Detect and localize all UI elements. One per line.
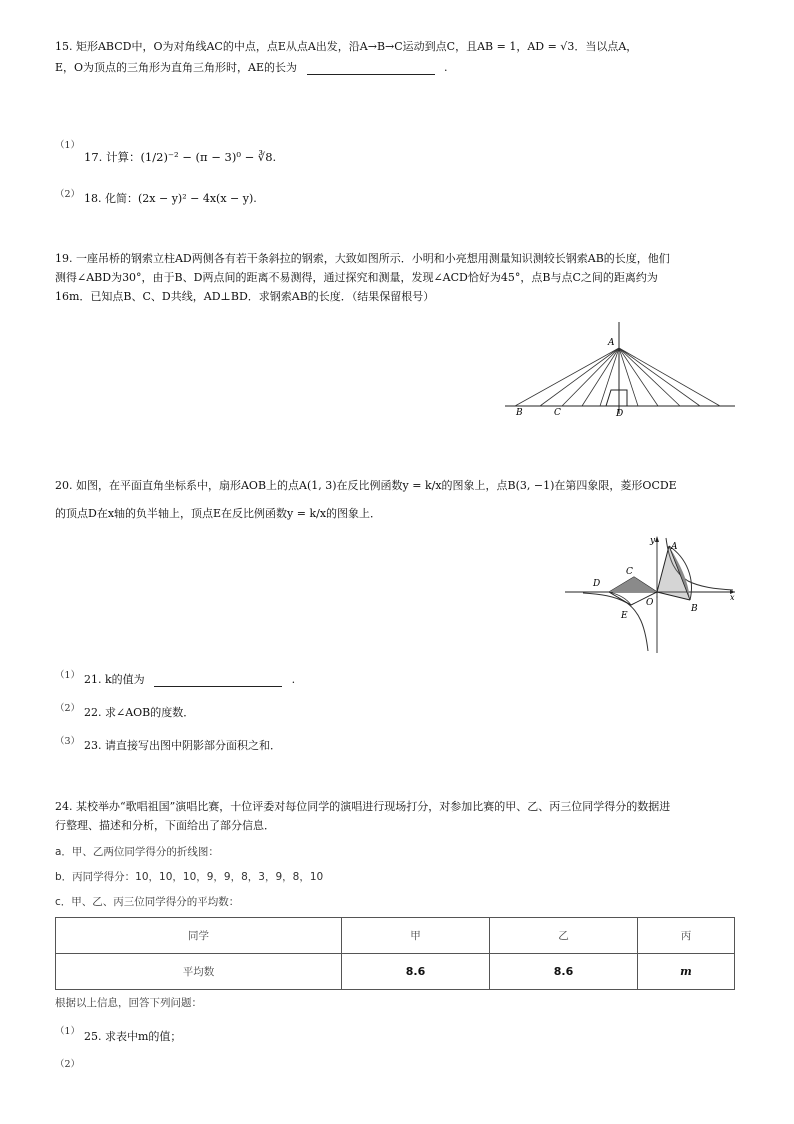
q23-text: 23. 请直接写出图中阴影部分面积之和．	[84, 739, 281, 752]
q19-line1: 19. 一座吊桥的钢索立柱AD两侧各有若干条斜拉的钢索，大致如图所示．小明和小亮想用测量知识测较长钢索AB的长度，他们	[55, 252, 670, 265]
q19-label-c: C	[554, 408, 561, 418]
q19-bridge-figure	[500, 318, 740, 420]
q19-line2: 测得∠ABD为30°，由于B、D两点间的距离不易测得，通过探究和测量，发现∠ACD恰好为45°，点B与点C之间的距离约为	[55, 271, 658, 284]
q19-label-d: D	[616, 409, 624, 419]
q24-info-c: c．甲、乙、丙三位同学得分的平均数：	[55, 896, 240, 908]
q15-line2-text: E，O为顶点的三角形为直角三角形时，AE的长为	[55, 61, 298, 74]
q20-label-y: y	[650, 536, 656, 546]
q17-subnum: （1）	[55, 140, 81, 151]
q21-subnum: （1）	[55, 670, 81, 681]
q20-line2: 的顶点D在x轴的负半轴上，顶点E在反比例函数y = k/x的图象上．	[55, 507, 382, 520]
q24-info-a: a．甲、乙两位同学得分的折线图：	[55, 846, 219, 858]
q26-subnum: （2）	[55, 1059, 81, 1070]
bridge-cable	[619, 348, 700, 406]
q15-line2	[55, 61, 448, 75]
q18-text: 18. 化简：(2x − y)² − 4x(x − y).	[84, 192, 257, 205]
q15-line2-end: .	[444, 61, 448, 74]
table-cell: m	[638, 954, 735, 990]
q20-label-o: O	[646, 598, 654, 608]
q21-line	[84, 673, 295, 687]
q19-label-a: A	[608, 338, 615, 348]
q24-info-b: b．丙同学得分：10，10，10，9，9，8，3，9，8，10	[55, 871, 324, 883]
q20-label-b: B	[691, 604, 698, 614]
table-cell: 8.6	[342, 954, 490, 990]
table-header-cell: 乙	[490, 918, 638, 954]
q24-line1: 24. 某校举办“歌唱祖国”演唱比赛，十位评委对每位同学的演唱进行现场打分，对参加比赛的甲、乙、丙三位同学得分的数据进	[55, 800, 671, 813]
bridge-cable	[582, 348, 619, 406]
q24-after: 根据以上信息，回答下列问题：	[55, 997, 202, 1009]
q24-line2: 行整理、描述和分析，下面给出了部分信息．	[55, 819, 275, 832]
table-row-label: 平均数	[56, 954, 342, 990]
table-header-cell: 同学	[56, 918, 342, 954]
bridge-cable	[619, 348, 720, 406]
q20-label-e: E	[621, 611, 628, 621]
q21-text: 21. k的值为	[84, 673, 145, 686]
table-header-cell: 甲	[342, 918, 490, 954]
table-header-row	[56, 918, 735, 954]
q25-text: 25. 求表中m的值；	[84, 1030, 182, 1043]
q22-subnum: （2）	[55, 703, 81, 714]
bridge-cable	[619, 348, 658, 406]
q20-label-x: x	[730, 593, 735, 602]
q18-subnum: （2）	[55, 189, 81, 200]
q19-line3: 16m．已知点B、C、D共线，AD⊥BD．求钢索AB的长度．（结果保留根号）	[55, 290, 435, 303]
q15-answer-blank[interactable]	[307, 74, 435, 75]
q21-answer-blank[interactable]	[154, 686, 282, 687]
bridge-cable	[540, 348, 619, 406]
q25-subnum: （1）	[55, 1026, 81, 1037]
q19-label-b: B	[516, 408, 523, 418]
q20-label-a: A	[671, 542, 678, 552]
q20-line1: 20. 如图，在平面直角坐标系中，扇形AOB上的点A(1, 3)在反比例函数y = k/x的图象上，点B(3, −1)在第四象限，菱形OCDE	[55, 479, 677, 492]
q20-coordinate-figure	[565, 533, 740, 655]
table-row	[56, 954, 735, 990]
table-header-cell: 丙	[638, 918, 735, 954]
table-cell: 8.6	[490, 954, 638, 990]
average-table	[55, 917, 735, 990]
q22-text: 22. 求∠AOB的度数．	[84, 706, 195, 719]
bridge-cable	[562, 348, 619, 406]
q17-text: 17. 计算：(1/2)⁻² − (π − 3)⁰ − ∛8.	[84, 150, 277, 164]
q23-subnum: （3）	[55, 736, 81, 747]
q15-line1: 15. 矩形ABCD中，O为对角线AC的中点，点E从点A出发，沿A→B→C运动到点C，且AB = 1，AD = √3．当以点A，	[55, 40, 638, 53]
q20-label-c: C	[626, 567, 633, 577]
bridge-cable	[515, 348, 619, 406]
q20-label-d: D	[593, 579, 601, 589]
q21-end: .	[291, 673, 296, 686]
